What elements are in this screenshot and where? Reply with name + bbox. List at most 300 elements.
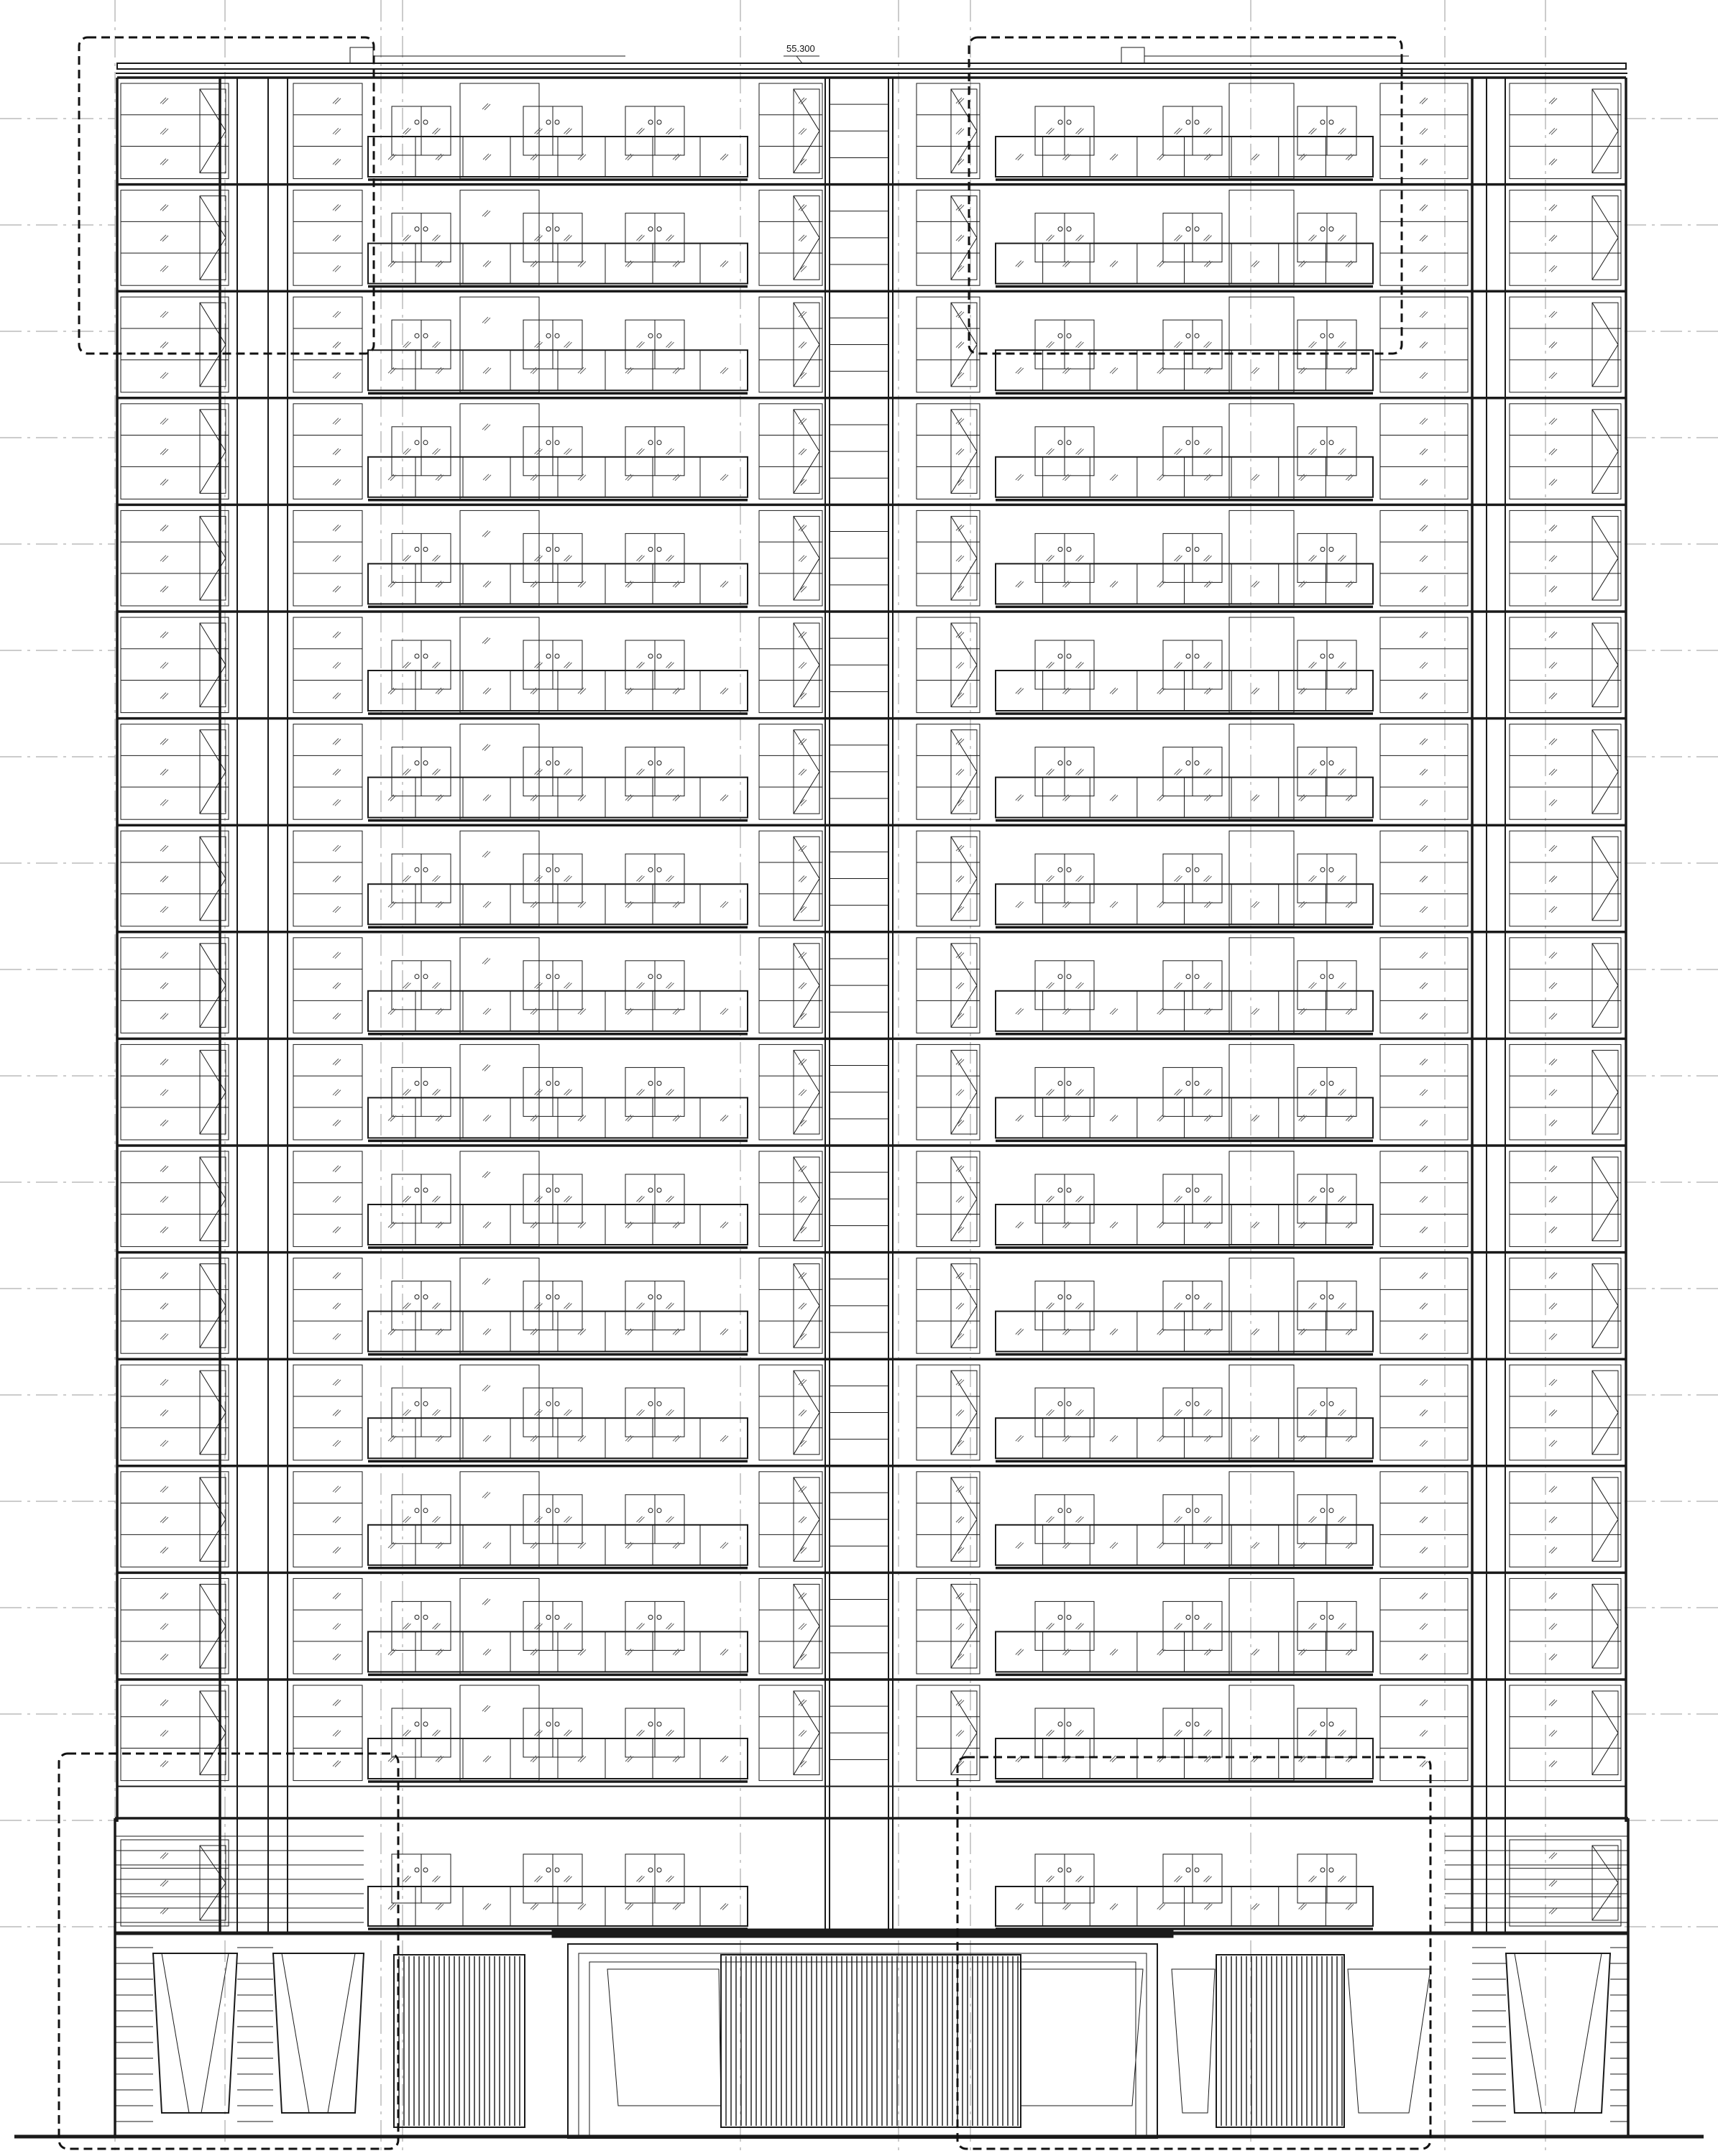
door-handle [1058,1188,1062,1192]
casement-swing [951,410,977,494]
glass-hatch [333,1593,339,1598]
glass-hatch [1309,1196,1315,1202]
glass-hatch [1420,1272,1425,1278]
glass-hatch [1551,343,1557,349]
glass-hatch [388,367,394,373]
glass-hatch [1551,1487,1557,1493]
glass-hatch [801,1304,807,1309]
door-handle [1195,1188,1199,1192]
glass-hatch [405,449,411,455]
glass-hatch [530,1904,536,1909]
glass-hatch [578,1329,584,1335]
glass-hatch [1551,983,1557,989]
glass-hatch [1551,1090,1557,1096]
glass-hatch [1047,1516,1052,1522]
glass-hatch [160,204,166,210]
glass-hatch [1175,875,1180,881]
door-handle [1186,1188,1190,1192]
glass-hatch [1420,204,1425,210]
glass-hatch [566,1731,572,1736]
splay-line [328,1953,355,2113]
glass-hatch [1422,1731,1428,1736]
glass-hatch [335,907,341,913]
left-small-window [293,1258,362,1354]
glass-hatch [625,1904,631,1909]
left-balcony [368,1312,748,1355]
glass-hatch [720,154,726,160]
glass-hatch [720,688,726,694]
door-handle [555,1615,559,1619]
left-bedroom-window [121,404,229,499]
glass-hatch [1076,1303,1082,1309]
glass-hatch [1018,1543,1024,1549]
casement-swing [1592,1478,1618,1562]
door-handle [415,1081,419,1085]
glass-hatch [1049,1410,1055,1416]
glass-hatch [160,1486,166,1492]
glass-hatch [435,1517,441,1523]
door-handle [648,1401,653,1406]
window-frame [1510,724,1621,820]
glass-hatch [160,1379,166,1385]
casement-swing [1592,944,1618,1028]
glass-hatch [1420,738,1425,744]
glass-hatch [162,1334,168,1340]
glass-hatch [1422,1090,1428,1096]
glass-hatch [333,1547,339,1553]
glass-hatch [1341,1089,1346,1095]
glass-hatch [1016,1435,1021,1441]
door-handle [648,120,653,124]
glass-hatch [160,265,166,271]
door-handle [657,761,661,765]
balcony-wall-panel [1229,1151,1294,1247]
glass-hatch [1311,983,1317,989]
glass-hatch [1076,1876,1082,1881]
glass-hatch [801,983,807,989]
door-handle [1067,333,1071,338]
window-frame [759,83,822,179]
glass-hatch [799,662,804,668]
glass-hatch [801,1273,807,1279]
glass-hatch [578,795,584,801]
glass-hatch [1177,449,1182,455]
glass-hatch [566,1197,572,1202]
door-handle [1329,547,1333,551]
window-frame [121,1472,229,1567]
glass-hatch [333,372,339,378]
glass-hatch [566,236,572,241]
door-handle [546,654,551,658]
glass-hatch [564,662,570,668]
glass-hatch [436,1115,441,1120]
glass-hatch [483,474,489,480]
door-handle [657,120,661,124]
glass-hatch [1311,770,1317,775]
glass-hatch [1549,311,1555,317]
door-handle [1067,1401,1071,1406]
right-bedroom-window [1510,404,1621,499]
glass-hatch [333,204,339,210]
glass-hatch [669,1731,674,1736]
glass-hatch [160,1593,166,1598]
glass-hatch [1422,846,1428,852]
glass-hatch [1549,1730,1555,1736]
casement [951,1157,977,1241]
glass-hatch [1549,1410,1555,1416]
glass-hatch [1299,1435,1305,1441]
glass-hatch [1420,876,1425,882]
glass-hatch [482,1064,488,1070]
glass-hatch [1204,128,1210,134]
left-bedroom-window [121,938,229,1033]
door-handle [1058,1615,1062,1619]
door-handle [546,1401,551,1406]
glass-hatch [1311,1089,1317,1095]
core-window-left [759,617,822,713]
right-balcony [996,244,1373,287]
door-handle [546,1722,551,1726]
glass-hatch [578,154,584,160]
glass-hatch [1204,474,1210,480]
glass-hatch [1049,1517,1055,1523]
glass-hatch [801,632,807,638]
glass-hatch [482,211,488,216]
glass-hatch [956,235,962,241]
glass-hatch [435,876,441,882]
glass-hatch [666,1089,672,1095]
glass-hatch [388,1649,394,1654]
glass-hatch [578,688,584,694]
door-handle [1320,441,1325,445]
core-window-left [759,1258,822,1354]
glass-hatch [799,1516,804,1522]
glass-hatch [1338,1409,1344,1415]
glass-hatch [162,663,168,668]
glass-hatch [1549,128,1555,134]
casement [1592,516,1618,600]
glass-hatch [1047,1303,1052,1309]
glass-hatch [1420,311,1425,317]
glass-hatch [530,1222,536,1227]
glass-hatch [1204,1115,1210,1120]
door-handle [546,441,551,445]
glass-hatch [958,1380,964,1386]
glass-hatch [1157,1435,1163,1441]
glass-hatch [1049,449,1055,455]
glass-hatch [162,480,168,486]
glass-hatch [1254,902,1259,908]
window-frame [293,1685,362,1781]
glass-hatch [1175,1089,1180,1095]
casement [794,837,819,921]
glass-hatch [160,1654,166,1659]
glass-hatch [1204,261,1210,267]
glass-hatch [483,367,489,373]
glass-hatch [405,1623,411,1629]
left-small-window [293,190,362,286]
glass-hatch [1311,1876,1317,1882]
door-handle [1186,120,1190,124]
door-handle [1186,761,1190,765]
glass-hatch [1018,1222,1024,1228]
glass-hatch [160,906,166,912]
glass-hatch [1078,983,1084,989]
glass-hatch [433,1623,438,1628]
glass-hatch [1112,1115,1118,1121]
glass-hatch [1549,479,1555,485]
glass-hatch [1422,800,1428,806]
glass-hatch [578,1756,584,1761]
glass-hatch [1422,1273,1428,1279]
door-handle [648,1615,653,1619]
glass-hatch [485,688,491,694]
glass-hatch [578,1008,584,1014]
glass-hatch [564,1196,570,1202]
glass-hatch [433,555,438,561]
door-handle [415,1508,419,1513]
glass-hatch [435,1089,441,1095]
glass-hatch [1047,1196,1052,1202]
window-frame [121,510,229,606]
glass-hatch [388,1542,394,1548]
door-handle [555,547,559,551]
glass-hatch [1422,1624,1428,1630]
glass-hatch [1078,342,1084,348]
glass-hatch [1299,1904,1305,1909]
right-small-window [1380,831,1468,926]
glass-hatch [639,663,645,668]
left-balcony [368,884,748,927]
window-frame [293,83,362,179]
glass-hatch [483,1756,489,1761]
door-handle [1058,867,1062,872]
door-handle [423,120,428,124]
glass-hatch [1549,448,1555,454]
glass-hatch [160,799,166,805]
casement [794,944,819,1028]
balcony-wall-panel [1229,617,1294,713]
casement-swing [951,1050,977,1134]
glass-hatch [666,341,672,347]
right-bedroom-window [1510,83,1621,179]
window-frame [759,190,822,286]
glass-hatch [1420,1623,1425,1629]
glass-hatch [160,448,166,454]
left-small-window [293,1151,362,1247]
glass-hatch [1346,154,1351,160]
casement-swing [951,1370,977,1455]
glass-hatch [578,901,584,907]
casement [951,196,977,280]
glass-hatch [160,1907,166,1913]
left-small-window [293,404,362,499]
glass-hatch [666,235,672,241]
glass-hatch [433,235,438,241]
glass-hatch [1346,1542,1351,1548]
door-handle [415,441,419,445]
glass-hatch [530,261,536,267]
glass-hatch [958,1731,964,1736]
casement [794,1264,819,1348]
glass-hatch [333,98,339,103]
glass-hatch [722,796,728,801]
glass-hatch [1047,982,1052,988]
door-handle [1058,547,1062,551]
glass-hatch [484,104,490,110]
glass-hatch [958,1166,964,1172]
glass-hatch [564,1730,570,1736]
glass-hatch [1341,129,1346,134]
glass-hatch [160,982,166,988]
casement [200,1478,226,1562]
glass-hatch [637,1303,643,1309]
glass-hatch [564,1516,570,1522]
right-bedroom-window [1510,617,1621,713]
glass-hatch [433,128,438,134]
window-frame [1380,1685,1468,1781]
glass-hatch [1420,906,1425,912]
splay-line [201,1953,229,2113]
left-balcony [368,991,748,1034]
glass-hatch [1018,902,1024,908]
glass-hatch [566,876,572,882]
floor-11 [117,1146,1626,1253]
door-handle [1195,1868,1199,1872]
glass-hatch [1551,694,1557,699]
glass-hatch [1062,474,1068,480]
glass-hatch [162,129,168,134]
door-handle [1186,1401,1190,1406]
glass-hatch [1159,1904,1165,1910]
glass-hatch [1420,1089,1425,1095]
top-elevation-label: 55.300 [786,43,815,54]
glass-hatch [1112,155,1118,160]
glass-hatch [673,1115,679,1120]
door-handle [1320,1868,1325,1872]
glass-hatch [1299,688,1305,694]
glass-hatch [1551,739,1557,745]
casement-swing [1592,1370,1618,1455]
window-frame [1510,83,1621,179]
glass-hatch [1078,1197,1084,1202]
window-frame [121,1840,229,1926]
door-handle [1067,1081,1071,1085]
floor-2 [117,185,1626,292]
left-balcony [368,1631,748,1674]
glass-hatch [1311,1731,1317,1736]
floor-13 [117,1359,1626,1466]
glass-hatch [1062,154,1068,160]
glass-hatch [335,1761,341,1767]
glass-hatch [1551,129,1557,134]
glass-hatch [160,311,166,317]
glass-hatch [162,800,168,806]
door-handle [1329,120,1333,124]
glass-hatch [637,1409,643,1415]
glass-hatch [484,638,490,644]
glass-hatch [1420,159,1425,165]
glass-hatch [162,1273,168,1279]
glass-hatch [1204,1904,1210,1909]
glass-hatch [1346,1649,1351,1654]
core-window-left [759,83,822,179]
door-handle [546,333,551,338]
louvre-screen [394,1955,525,2127]
door-handle [546,120,551,124]
glass-hatch [160,1166,166,1171]
left-small-window [293,83,362,179]
door-handle [1186,1615,1190,1619]
casement [1592,837,1618,921]
glass-hatch [160,1853,166,1858]
glass-hatch [1157,261,1163,267]
glass-hatch [801,877,807,883]
glass-hatch [637,1623,643,1628]
glass-hatch [335,449,341,455]
glass-hatch [1420,448,1425,454]
glass-hatch [1549,632,1555,637]
door-handle [423,547,428,551]
casement [200,1264,226,1348]
glass-hatch [1341,876,1346,882]
casement [200,196,226,280]
door-handle [1195,654,1199,658]
glass-hatch [1177,1089,1182,1095]
glass-hatch [720,261,726,267]
glass-hatch [403,1876,409,1881]
glass-hatch [482,424,488,430]
glass-hatch [1175,1516,1180,1522]
glass-hatch [530,581,536,586]
door-handle [555,1081,559,1085]
door-handle [1320,1508,1325,1513]
window-frame [293,1044,362,1140]
glass-hatch [722,475,728,481]
glass-hatch [1309,1623,1315,1628]
door-handle [423,1508,428,1513]
glass-hatch [799,342,804,348]
glass-hatch [673,1008,679,1014]
core-window-left [759,1151,822,1247]
door-handle [415,1401,419,1406]
casement-swing [794,1050,819,1134]
glass-hatch [1299,154,1305,160]
glass-hatch [482,745,488,750]
glass-hatch [162,1548,168,1554]
glass-hatch [1204,235,1210,241]
glass-hatch [485,155,491,160]
left-small-window [293,297,362,392]
glass-hatch [1422,525,1428,531]
core-window-left [759,297,822,392]
glass-hatch [669,770,674,775]
balcony-wall-panel [1229,1578,1294,1674]
glass-hatch [1157,1542,1163,1548]
glass-hatch [1018,475,1024,481]
glass-hatch [1341,556,1346,561]
glass-hatch [435,236,441,241]
glass-hatch [530,1756,536,1761]
door-handle [657,1401,661,1406]
casement [1592,1370,1618,1455]
glass-hatch [335,694,341,699]
glass-hatch [1112,368,1118,374]
glass-hatch [1047,1089,1052,1095]
glass-hatch [1251,688,1257,694]
glass-hatch [669,1410,674,1416]
glass-hatch [1076,1730,1082,1736]
